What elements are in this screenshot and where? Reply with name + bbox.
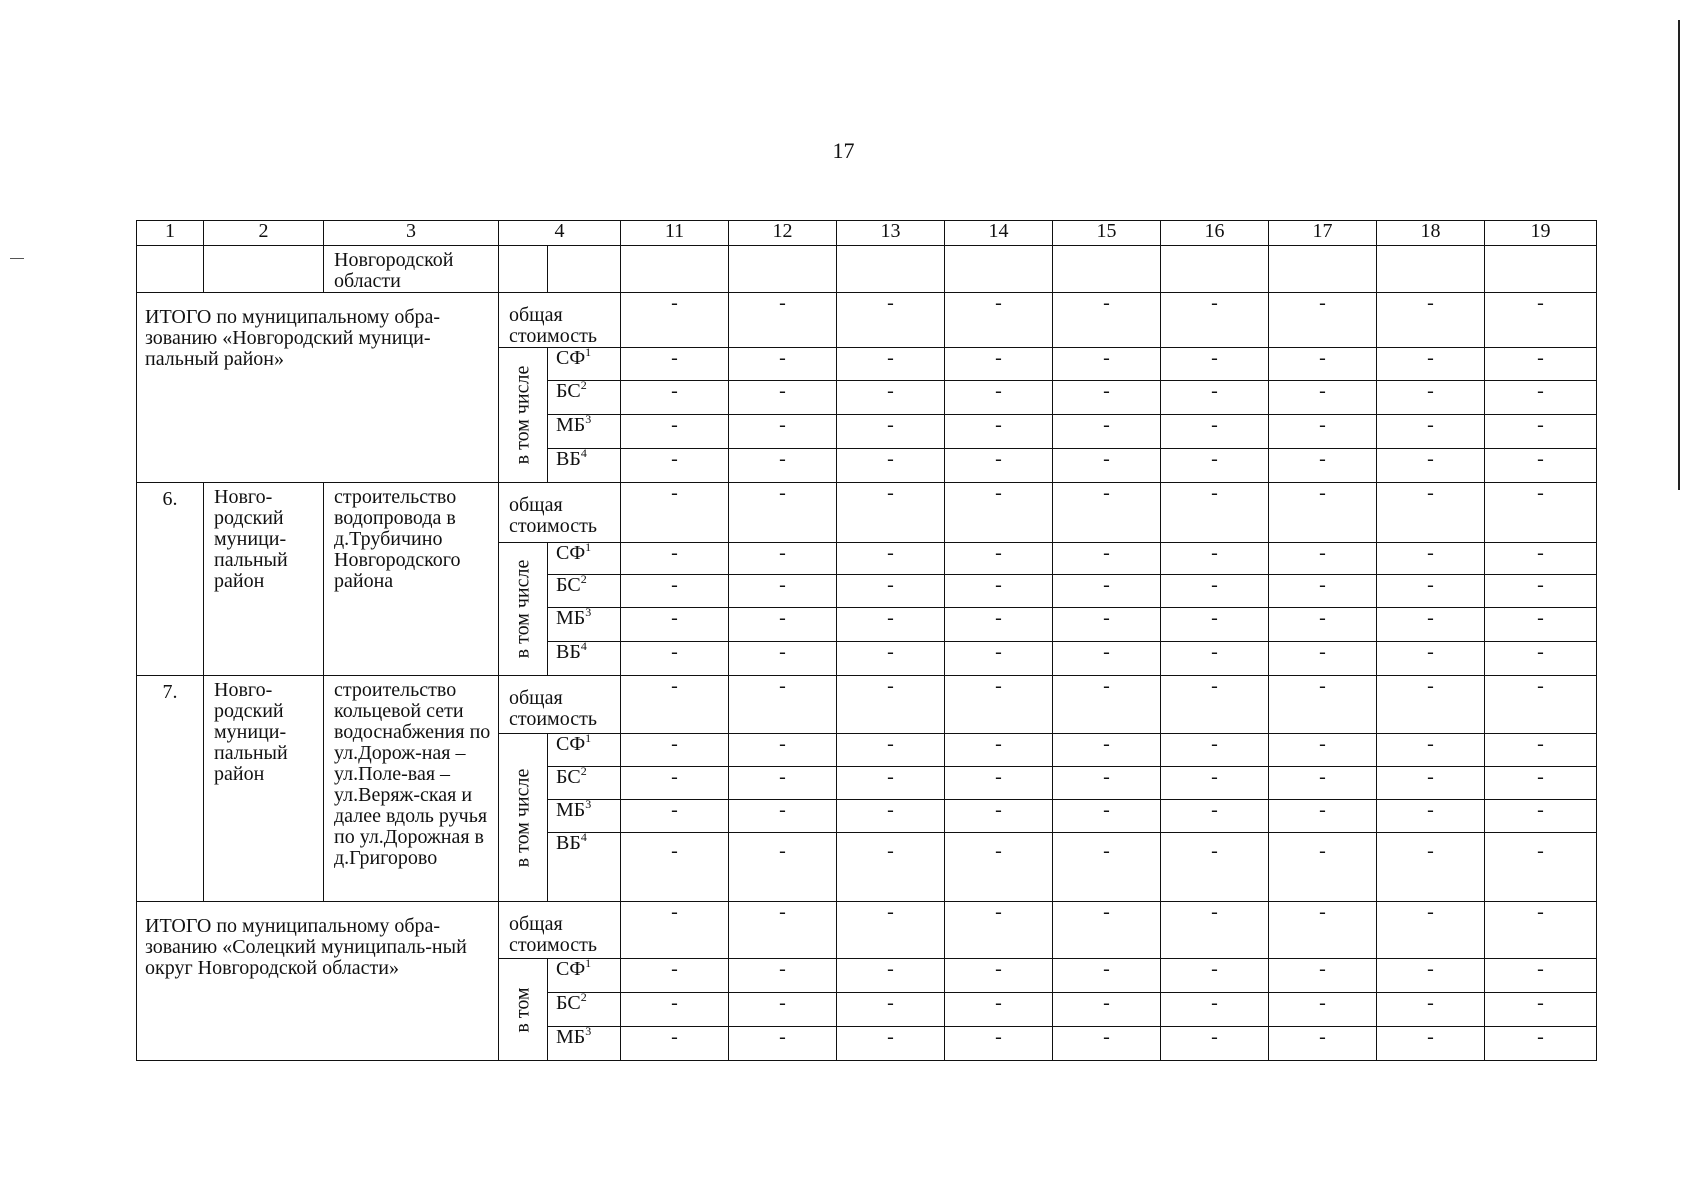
header-col-12: 12 <box>729 221 837 246</box>
value-cell-col-18: - <box>1377 449 1485 483</box>
value-cell-col-19: - <box>1485 293 1597 348</box>
footnote-mark: 3 <box>585 1026 592 1038</box>
header-col-1: 1 <box>137 221 204 246</box>
value-cell-col-16: - <box>1161 959 1269 993</box>
source-code-label: ВБ <box>556 832 581 854</box>
object-description: строительство водопровода в д.Трубичино Новгородского района <box>324 483 499 676</box>
value-cell-col-13: - <box>837 381 945 415</box>
source-code-label: СФ <box>556 542 586 564</box>
value-cell-col-12: - <box>729 676 837 734</box>
value-cell-col-17: - <box>1269 993 1377 1027</box>
table-cell <box>204 246 324 293</box>
table-cell <box>499 246 548 293</box>
value-cell-col-12: - <box>729 608 837 642</box>
value-cell-col-17: - <box>1269 676 1377 734</box>
value-cell-col-17: - <box>1269 800 1377 833</box>
value-cell-col-13: - <box>837 608 945 642</box>
value-cell-col-14: - <box>945 483 1053 543</box>
value-cell-col-12: - <box>729 734 837 767</box>
footnote-mark: 3 <box>585 414 592 426</box>
value-cell-col-13: - <box>837 483 945 543</box>
value-cell-col-12: - <box>729 483 837 543</box>
value-cell-col-18: - <box>1377 993 1485 1027</box>
footnote-mark: 4 <box>580 448 587 460</box>
value-cell-col-12: - <box>729 449 837 483</box>
value-cell-col-13: - <box>837 833 945 902</box>
source-code-label: БС <box>556 380 581 402</box>
value-cell-col-19: - <box>1485 381 1597 415</box>
value-cell-col-15: - <box>1053 902 1161 959</box>
value-cell-col-15: - <box>1053 1027 1161 1061</box>
value-cell-col-14: - <box>945 676 1053 734</box>
footnote-mark: 3 <box>585 607 592 619</box>
value-cell-col-12: - <box>729 833 837 902</box>
source-code-label: МБ <box>556 799 586 821</box>
value-cell-col-16: - <box>1161 449 1269 483</box>
value-cell-col-13: - <box>837 800 945 833</box>
footnote-mark: 1 <box>585 347 592 359</box>
value-cell-col-13: - <box>837 293 945 348</box>
source-code-bs <box>548 575 621 608</box>
value-cell-col-12: - <box>729 902 837 959</box>
rotated-text: в том числе <box>511 559 534 659</box>
value-cell-col-14: - <box>945 543 1053 575</box>
value-cell-col-13: - <box>837 767 945 800</box>
value-cell-col-11: - <box>621 449 729 483</box>
header-row <box>137 221 1597 246</box>
value-cell-col-17: - <box>1269 293 1377 348</box>
value-cell-col-18: - <box>1377 800 1485 833</box>
value-cell-col-16: - <box>1161 381 1269 415</box>
rotated-text: в том числе <box>511 365 534 465</box>
total-cost-label: общая стоимость <box>499 676 621 734</box>
page-number: 17 <box>832 138 855 163</box>
value-cell-col-16: - <box>1161 734 1269 767</box>
value-cell-col-15: - <box>1053 833 1161 902</box>
source-code-label: БС <box>556 992 581 1014</box>
value-cell-col-17: - <box>1269 608 1377 642</box>
value-cell-col-16: - <box>1161 348 1269 381</box>
value-cell-col-19: - <box>1485 483 1597 543</box>
source-code-vb <box>548 833 621 902</box>
value-cell-col-14: - <box>945 993 1053 1027</box>
value-cell-col-13: - <box>837 993 945 1027</box>
value-cell-col-13: - <box>837 642 945 676</box>
source-code-label: МБ <box>556 1026 586 1048</box>
empty-cell <box>1161 246 1269 293</box>
empty-cell <box>1377 246 1485 293</box>
value-cell-col-18: - <box>1377 348 1485 381</box>
value-cell-col-18: - <box>1377 1027 1485 1061</box>
value-cell-col-11: - <box>621 543 729 575</box>
value-cell-col-12: - <box>729 800 837 833</box>
novgorod-total-row <box>137 293 1597 348</box>
footnote-mark: 4 <box>580 641 587 653</box>
footnote-mark: 2 <box>580 992 587 1004</box>
source-code-sf <box>548 959 621 993</box>
source-code-label: ВБ <box>556 641 581 663</box>
value-cell-col-14: - <box>945 833 1053 902</box>
value-cell-col-18: - <box>1377 483 1485 543</box>
soletsky-total-row <box>137 902 1597 959</box>
source-code-label: СФ <box>556 958 586 980</box>
header-col-4: 4 <box>499 221 621 246</box>
value-cell-col-16: - <box>1161 642 1269 676</box>
carryover-text: Новгородской области <box>324 246 499 293</box>
value-cell-col-16: - <box>1161 833 1269 902</box>
value-cell-col-19: - <box>1485 734 1597 767</box>
source-code-label: СФ <box>556 733 586 755</box>
value-cell-col-18: - <box>1377 676 1485 734</box>
value-cell-col-12: - <box>729 293 837 348</box>
value-cell-col-18: - <box>1377 833 1485 902</box>
value-cell-col-15: - <box>1053 449 1161 483</box>
value-cell-col-15: - <box>1053 483 1161 543</box>
row-number: 7. <box>137 676 204 902</box>
value-cell-col-14: - <box>945 959 1053 993</box>
value-cell-col-19: - <box>1485 608 1597 642</box>
row6-total-row <box>137 483 1597 543</box>
value-cell-col-13: - <box>837 575 945 608</box>
source-code-mb <box>548 608 621 642</box>
total-cost-label: общая стоимость <box>499 483 621 543</box>
value-cell-col-15: - <box>1053 543 1161 575</box>
value-cell-col-14: - <box>945 734 1053 767</box>
value-cell-col-14: - <box>945 800 1053 833</box>
source-code-label: МБ <box>556 607 586 629</box>
value-cell-col-11: - <box>621 734 729 767</box>
value-cell-col-11: - <box>621 293 729 348</box>
source-code-bs <box>548 993 621 1027</box>
value-cell-col-18: - <box>1377 959 1485 993</box>
value-cell-col-18: - <box>1377 575 1485 608</box>
value-cell-col-11: - <box>621 415 729 449</box>
value-cell-col-11: - <box>621 800 729 833</box>
value-cell-col-17: - <box>1269 575 1377 608</box>
value-cell-col-19: - <box>1485 575 1597 608</box>
value-cell-col-12: - <box>729 381 837 415</box>
value-cell-col-19: - <box>1485 993 1597 1027</box>
value-cell-col-12: - <box>729 415 837 449</box>
value-cell-col-14: - <box>945 575 1053 608</box>
value-cell-col-19: - <box>1485 642 1597 676</box>
value-cell-col-11: - <box>621 642 729 676</box>
value-cell-col-16: - <box>1161 993 1269 1027</box>
value-cell-col-16: - <box>1161 676 1269 734</box>
value-cell-col-15: - <box>1053 642 1161 676</box>
source-code-label: ВБ <box>556 448 581 470</box>
value-cell-col-18: - <box>1377 293 1485 348</box>
value-cell-col-19: - <box>1485 348 1597 381</box>
value-cell-col-13: - <box>837 676 945 734</box>
value-cell-col-17: - <box>1269 833 1377 902</box>
carryover-row <box>137 246 1597 293</box>
in-that-number-label <box>499 543 548 676</box>
value-cell-col-13: - <box>837 543 945 575</box>
value-cell-col-14: - <box>945 1027 1053 1061</box>
value-cell-col-18: - <box>1377 642 1485 676</box>
value-cell-col-13: - <box>837 734 945 767</box>
value-cell-col-11: - <box>621 767 729 800</box>
value-cell-col-17: - <box>1269 959 1377 993</box>
empty-cell <box>945 246 1053 293</box>
district-name: Новго-родский муници-пальный район <box>204 483 324 676</box>
footnote-mark: 1 <box>585 958 592 970</box>
value-cell-col-11: - <box>621 608 729 642</box>
footnote-mark: 4 <box>580 832 587 844</box>
value-cell-col-19: - <box>1485 767 1597 800</box>
value-cell-col-12: - <box>729 959 837 993</box>
value-cell-col-18: - <box>1377 415 1485 449</box>
value-cell-col-12: - <box>729 767 837 800</box>
district-name: Новго-родский муници-пальный район <box>204 676 324 902</box>
footnote-mark: 1 <box>585 733 592 745</box>
table-cell <box>548 246 621 293</box>
value-cell-col-15: - <box>1053 800 1161 833</box>
value-cell-col-16: - <box>1161 543 1269 575</box>
value-cell-col-16: - <box>1161 483 1269 543</box>
header-col-16: 16 <box>1161 221 1269 246</box>
value-cell-col-17: - <box>1269 483 1377 543</box>
value-cell-col-15: - <box>1053 959 1161 993</box>
table-cell <box>137 246 204 293</box>
value-cell-col-11: - <box>621 348 729 381</box>
value-cell-col-17: - <box>1269 543 1377 575</box>
value-cell-col-15: - <box>1053 381 1161 415</box>
value-cell-col-15: - <box>1053 415 1161 449</box>
value-cell-col-19: - <box>1485 959 1597 993</box>
header-col-3: 3 <box>324 221 499 246</box>
value-cell-col-15: - <box>1053 734 1161 767</box>
value-cell-col-15: - <box>1053 993 1161 1027</box>
value-cell-col-17: - <box>1269 348 1377 381</box>
header-col-14: 14 <box>945 221 1053 246</box>
value-cell-col-17: - <box>1269 767 1377 800</box>
value-cell-col-17: - <box>1269 642 1377 676</box>
value-cell-col-14: - <box>945 767 1053 800</box>
source-code-label: БС <box>556 766 581 788</box>
value-cell-col-17: - <box>1269 381 1377 415</box>
value-cell-col-17: - <box>1269 415 1377 449</box>
value-cell-col-13: - <box>837 348 945 381</box>
source-code-sf <box>548 543 621 575</box>
value-cell-col-15: - <box>1053 676 1161 734</box>
header-col-17: 17 <box>1269 221 1377 246</box>
value-cell-col-12: - <box>729 543 837 575</box>
value-cell-col-13: - <box>837 1027 945 1061</box>
header-col-11: 11 <box>621 221 729 246</box>
value-cell-col-16: - <box>1161 1027 1269 1061</box>
value-cell-col-19: - <box>1485 449 1597 483</box>
total-cost-label: общая стоимость <box>499 902 621 959</box>
value-cell-col-18: - <box>1377 543 1485 575</box>
value-cell-col-15: - <box>1053 575 1161 608</box>
value-cell-col-11: - <box>621 381 729 415</box>
footnote-mark: 2 <box>580 766 587 778</box>
in-that-number-label <box>499 348 548 483</box>
footnote-mark: 2 <box>580 380 587 392</box>
empty-cell <box>621 246 729 293</box>
source-code-mb <box>548 1027 621 1061</box>
header-col-2: 2 <box>204 221 324 246</box>
empty-cell <box>1269 246 1377 293</box>
value-cell-col-18: - <box>1377 767 1485 800</box>
value-cell-col-12: - <box>729 1027 837 1061</box>
value-cell-col-11: - <box>621 676 729 734</box>
footnote-mark: 2 <box>580 574 587 586</box>
soletsky-total-label: ИТОГО по муниципальному обра-зованию «Солецкий муниципаль-ный округ Новгородской области» <box>137 902 499 1061</box>
value-cell-col-15: - <box>1053 767 1161 800</box>
value-cell-col-19: - <box>1485 1027 1597 1061</box>
scan-mark <box>10 258 24 259</box>
empty-cell <box>1485 246 1597 293</box>
source-code-sf <box>548 734 621 767</box>
object-description: строительство кольцевой сети водоснабжения по ул.Дорож-ная – ул.Поле-вая – ул.Веряж-ская и далее вдоль ручья по ул.Дорожная в д.Григорово <box>324 676 499 902</box>
value-cell-col-13: - <box>837 415 945 449</box>
value-cell-col-14: - <box>945 449 1053 483</box>
header-col-13: 13 <box>837 221 945 246</box>
value-cell-col-14: - <box>945 348 1053 381</box>
source-code-mb <box>548 415 621 449</box>
value-cell-col-18: - <box>1377 381 1485 415</box>
empty-cell <box>729 246 837 293</box>
row-number: 6. <box>137 483 204 676</box>
rotated-text: в том <box>511 986 534 1033</box>
value-cell-col-16: - <box>1161 608 1269 642</box>
value-cell-col-12: - <box>729 348 837 381</box>
header-col-18: 18 <box>1377 221 1485 246</box>
value-cell-col-14: - <box>945 902 1053 959</box>
value-cell-col-19: - <box>1485 833 1597 902</box>
novgorod-total-label: ИТОГО по муниципальному обра-зованию «Новгородский муници-пальный район» <box>137 293 499 483</box>
source-code-vb <box>548 449 621 483</box>
value-cell-col-19: - <box>1485 676 1597 734</box>
value-cell-col-15: - <box>1053 293 1161 348</box>
header-col-15: 15 <box>1053 221 1161 246</box>
value-cell-col-15: - <box>1053 608 1161 642</box>
value-cell-col-11: - <box>621 959 729 993</box>
value-cell-col-16: - <box>1161 293 1269 348</box>
value-cell-col-12: - <box>729 993 837 1027</box>
in-that-number-label <box>499 734 548 902</box>
value-cell-col-16: - <box>1161 767 1269 800</box>
source-code-bs <box>548 767 621 800</box>
value-cell-col-17: - <box>1269 1027 1377 1061</box>
source-code-label: МБ <box>556 414 586 436</box>
value-cell-col-11: - <box>621 1027 729 1061</box>
value-cell-col-16: - <box>1161 415 1269 449</box>
scan-edge-line <box>1678 20 1680 490</box>
value-cell-col-18: - <box>1377 608 1485 642</box>
in-that-number-label <box>499 959 548 1061</box>
value-cell-col-16: - <box>1161 800 1269 833</box>
value-cell-col-17: - <box>1269 902 1377 959</box>
value-cell-col-14: - <box>945 608 1053 642</box>
source-code-label: СФ <box>556 347 586 369</box>
footnote-mark: 1 <box>585 542 592 554</box>
value-cell-col-11: - <box>621 575 729 608</box>
value-cell-col-17: - <box>1269 734 1377 767</box>
source-code-vb <box>548 642 621 676</box>
value-cell-col-12: - <box>729 575 837 608</box>
value-cell-col-14: - <box>945 642 1053 676</box>
value-cell-col-19: - <box>1485 543 1597 575</box>
source-code-mb <box>548 800 621 833</box>
value-cell-col-14: - <box>945 381 1053 415</box>
value-cell-col-18: - <box>1377 902 1485 959</box>
value-cell-col-12: - <box>729 642 837 676</box>
value-cell-col-11: - <box>621 483 729 543</box>
empty-cell <box>1053 246 1161 293</box>
value-cell-col-13: - <box>837 449 945 483</box>
value-cell-col-15: - <box>1053 348 1161 381</box>
source-code-bs <box>548 381 621 415</box>
value-cell-col-13: - <box>837 902 945 959</box>
value-cell-col-14: - <box>945 415 1053 449</box>
value-cell-col-13: - <box>837 959 945 993</box>
source-code-label: БС <box>556 574 581 596</box>
value-cell-col-11: - <box>621 833 729 902</box>
value-cell-col-16: - <box>1161 902 1269 959</box>
row7-total-row <box>137 676 1597 734</box>
header-col-19: 19 <box>1485 221 1597 246</box>
rotated-text: в том числе <box>511 768 534 867</box>
value-cell-col-18: - <box>1377 734 1485 767</box>
value-cell-col-19: - <box>1485 415 1597 449</box>
value-cell-col-16: - <box>1161 575 1269 608</box>
value-cell-col-14: - <box>945 293 1053 348</box>
value-cell-col-19: - <box>1485 800 1597 833</box>
total-cost-label: общая стоимость <box>499 293 621 348</box>
source-code-sf <box>548 348 621 381</box>
value-cell-col-11: - <box>621 993 729 1027</box>
footnote-mark: 3 <box>585 799 592 811</box>
budget-table <box>136 220 1597 1061</box>
empty-cell <box>837 246 945 293</box>
value-cell-col-19: - <box>1485 902 1597 959</box>
value-cell-col-17: - <box>1269 449 1377 483</box>
value-cell-col-11: - <box>621 902 729 959</box>
